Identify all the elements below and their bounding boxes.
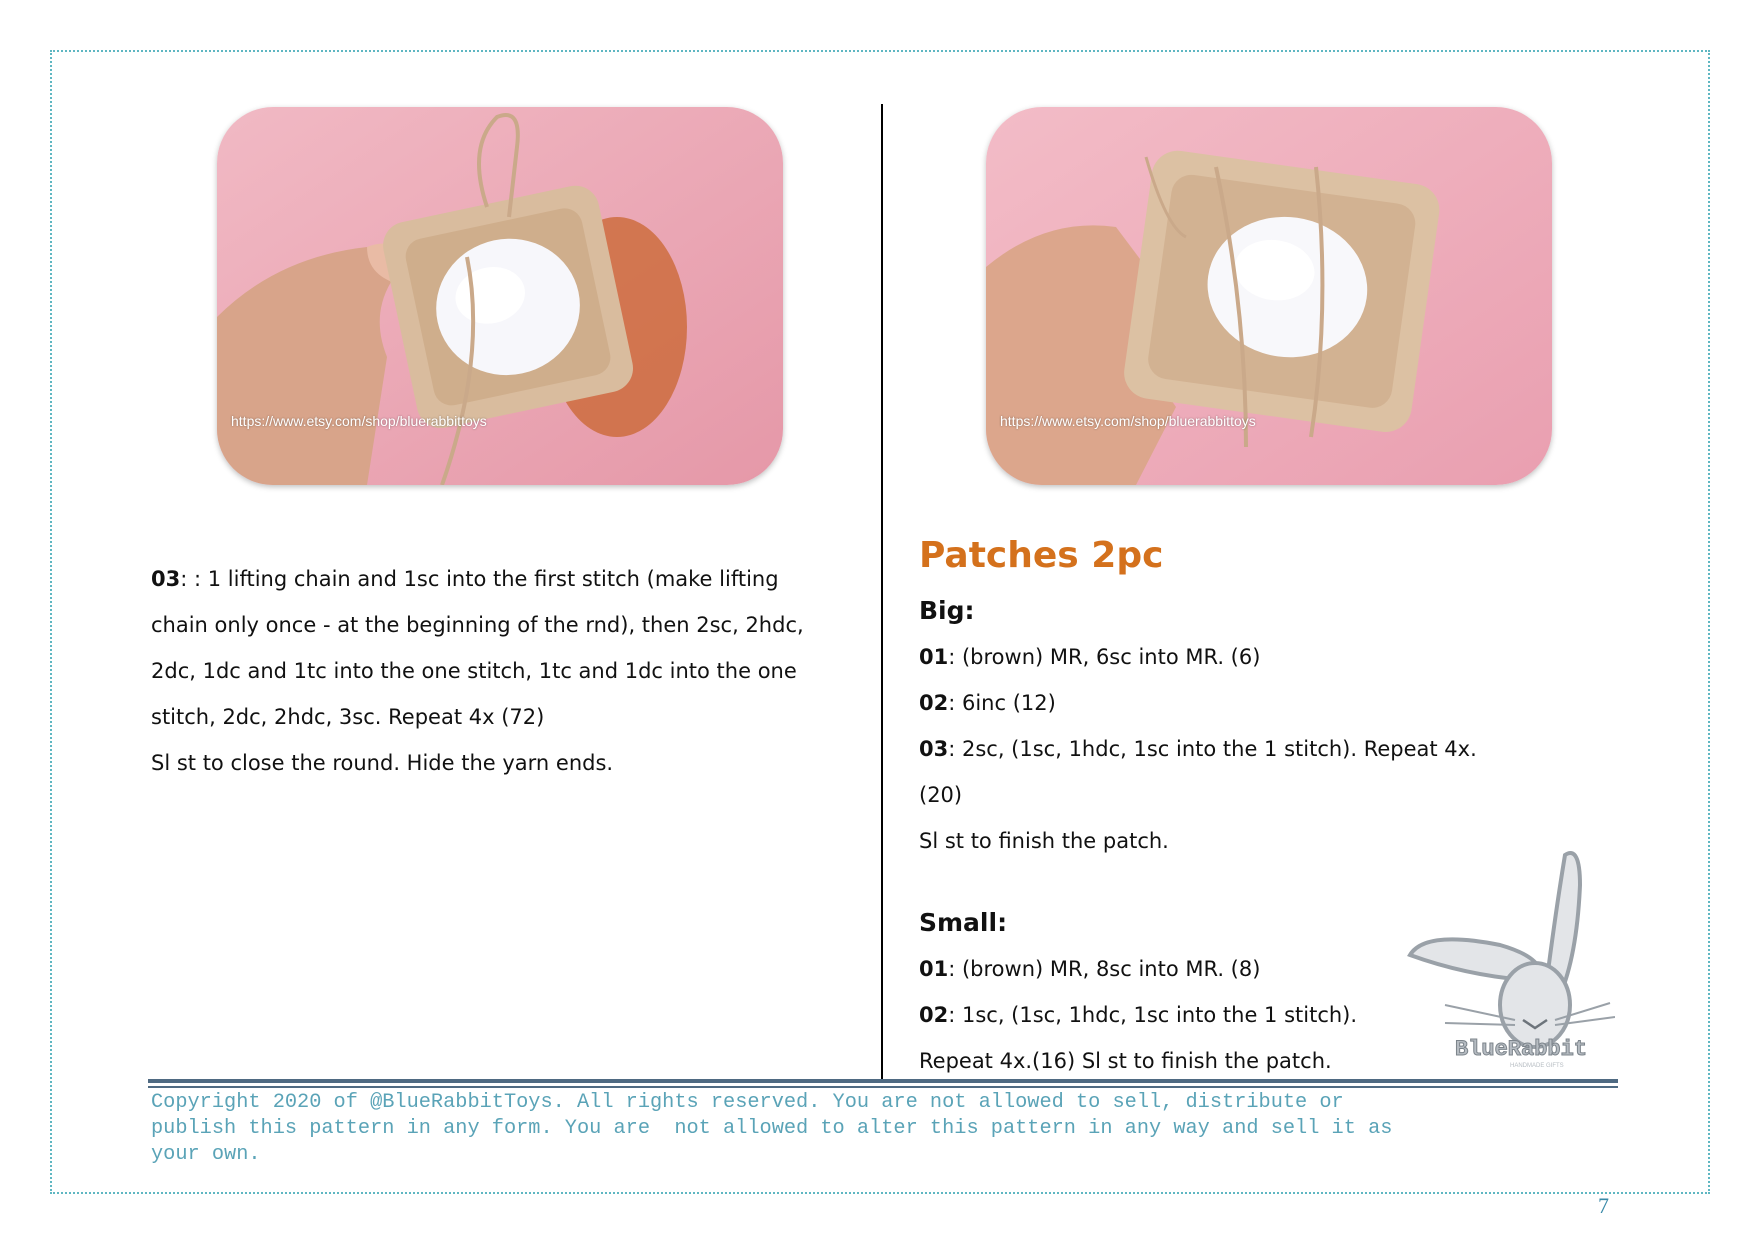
logo-brand: BlueRabbit — [1455, 1037, 1588, 1062]
row-label: 03 — [919, 737, 949, 761]
row-label: 02 — [919, 1003, 949, 1027]
row-text: : 2sc, (1sc, 1hdc, 1sc into the 1 stitch). Repeat 4x.(20) — [919, 737, 1477, 807]
bluerabbit-logo — [1405, 845, 1615, 1075]
row-text: : 6inc (12) — [948, 691, 1056, 715]
footer-rule — [148, 1079, 1618, 1083]
step-text: : : 1 lifting chain and 1sc into the first stitch (make lifting chain only once - at the beginning of the rnd), then 2sc, 2hdc, 2dc, 1dc and 1tc into the one stitch, 1tc and 1dc into the one stitch, 2dc, 2hdc, 3sc. Repeat 4x (72) — [151, 567, 804, 729]
row-label: 01 — [919, 957, 949, 981]
big-row-01 — [919, 634, 1519, 680]
small-heading: Small: — [919, 908, 1008, 937]
row-text: : (brown) MR, 6sc into MR. (6) — [948, 645, 1261, 669]
photo-square-stuffed — [217, 107, 783, 485]
section-heading: Patches 2pc — [919, 535, 1164, 576]
row-text: : (brown) MR, 8sc into MR. (8) — [948, 957, 1261, 981]
row-text: : 1sc, (1sc, 1hdc, 1sc into the 1 stitch). — [948, 1003, 1358, 1027]
big-heading: Big: — [919, 596, 975, 625]
footer-rule-thin — [148, 1086, 1618, 1088]
row-label: 01 — [919, 645, 949, 669]
left-instructions — [151, 556, 831, 786]
closing-text: Sl st to close the round. Hide the yarn ends. — [151, 751, 614, 775]
photo-watermark: https://www.etsy.com/shop/bluerabbittoys — [231, 413, 487, 429]
copyright-notice: Copyright 2020 of @BlueRabbitToys. All rights reserved. You are not allowed to sell, distribute or publish this pattern in any form. You are not allowed to alter this pattern in any way and sell it as your own. — [151, 1091, 1393, 1166]
logo-tagline: HANDMADE GIFTS — [1510, 1063, 1564, 1069]
small-closing: Repeat 4x.(16) Sl st to finish the patch. — [919, 1049, 1332, 1073]
step-label: 03 — [151, 567, 181, 591]
big-row-03 — [919, 726, 1519, 818]
photo-square-tied — [986, 107, 1552, 485]
row-label: 02 — [919, 691, 949, 715]
big-row-02 — [919, 680, 1519, 726]
big-closing: Sl st to finish the patch. — [919, 829, 1169, 853]
photo-watermark: https://www.etsy.com/shop/bluerabbittoys — [1000, 413, 1256, 429]
column-divider — [881, 104, 883, 1080]
step-03 — [151, 556, 831, 740]
page-number: 7 — [1598, 1193, 1609, 1218]
